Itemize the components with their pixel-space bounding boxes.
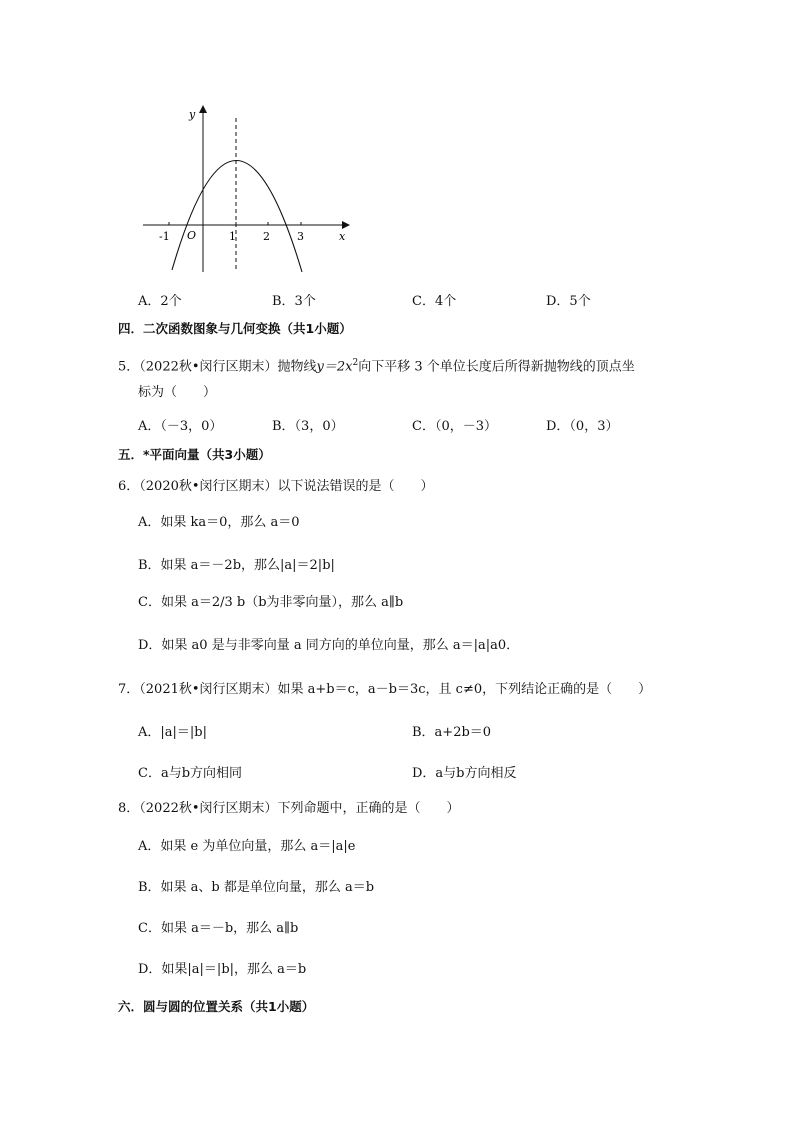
tick-label: -1 xyxy=(159,230,170,243)
question-5-stem: 5．（2022秋•闵行区期末）抛物线$y=2x^2$向下平移 3 个单位长度后所得新抛物线的顶点坐 xyxy=(118,358,635,375)
tick-label: 2 xyxy=(263,230,270,243)
q7-option-d: D．a与b方向相反 xyxy=(412,766,517,781)
q6-option-d: D．如果 a0 是与非零向量 a 同方向的单位向量，那么 a＝|a|a0． xyxy=(138,638,520,653)
q8-option-d: D．如果|a|＝|b|，那么 a＝b xyxy=(138,962,307,977)
question-6-stem: 6．（2020秋•闵行区期末）以下说法错误的是（ ） xyxy=(118,479,434,494)
q4-option-a: A．2个 xyxy=(138,294,182,309)
q5-option-a: A．（－3，0） xyxy=(138,419,223,434)
q7-option-c: C．a与b方向相同 xyxy=(138,766,243,781)
section-heading: 四．二次函数图象与几何变换（共1小题） xyxy=(118,321,352,336)
section-heading: 六．圆与圆的位置关系（共1小题） xyxy=(118,999,315,1014)
q6-option-a: A．如果 ka＝0，那么 a＝0 xyxy=(138,515,300,530)
q4-option-b: B．3个 xyxy=(272,294,316,309)
q5-option-b: B．（3，0） xyxy=(272,419,344,434)
q8-option-b: B．如果 a、b 都是单位向量，那么 a＝b xyxy=(138,880,375,895)
q4-option-d: D．5个 xyxy=(546,294,591,309)
origin-label: O xyxy=(187,229,197,242)
q7-option-a: A．|a|＝|b| xyxy=(138,725,207,740)
q5-option-d: D．（0，3） xyxy=(546,419,619,434)
x-axis-label: x xyxy=(339,230,346,243)
q4-option-c: C．4个 xyxy=(412,294,457,309)
section-heading: 五．*平面向量（共3小题） xyxy=(118,447,271,462)
q7-option-b: B．a+2b＝0 xyxy=(412,725,492,740)
q8-option-c: C．如果 a＝－b，那么 a∥b xyxy=(138,921,299,936)
question-8-stem: 8．（2022秋•闵行区期末）下列命题中，正确的是（ ） xyxy=(118,801,460,816)
tick-label: 1 xyxy=(229,230,236,243)
parabola-curve xyxy=(172,160,302,272)
question-7-stem: 7．（2021秋•闵行区期末）如果 a+b＝c，a－b＝3c，且 c≠0，下列结论正确的是（ ） xyxy=(118,682,652,697)
q6-option-b: B．如果 a＝－2b，那么|a|＝2|b| xyxy=(138,558,335,573)
parabola-graph xyxy=(135,100,360,280)
question-5-stem-cont: 标为（ ） xyxy=(138,385,217,400)
q6-option-c: C．如果 a＝2/3 b（b为非零向量），那么 a∥b xyxy=(138,595,404,610)
q5-option-c: C．（0，－3） xyxy=(412,419,497,434)
q8-option-a: A．如果 e 为单位向量，那么 a＝|a|e xyxy=(138,839,356,854)
tick-label: 3 xyxy=(297,230,304,243)
y-axis-label: y xyxy=(189,108,196,121)
